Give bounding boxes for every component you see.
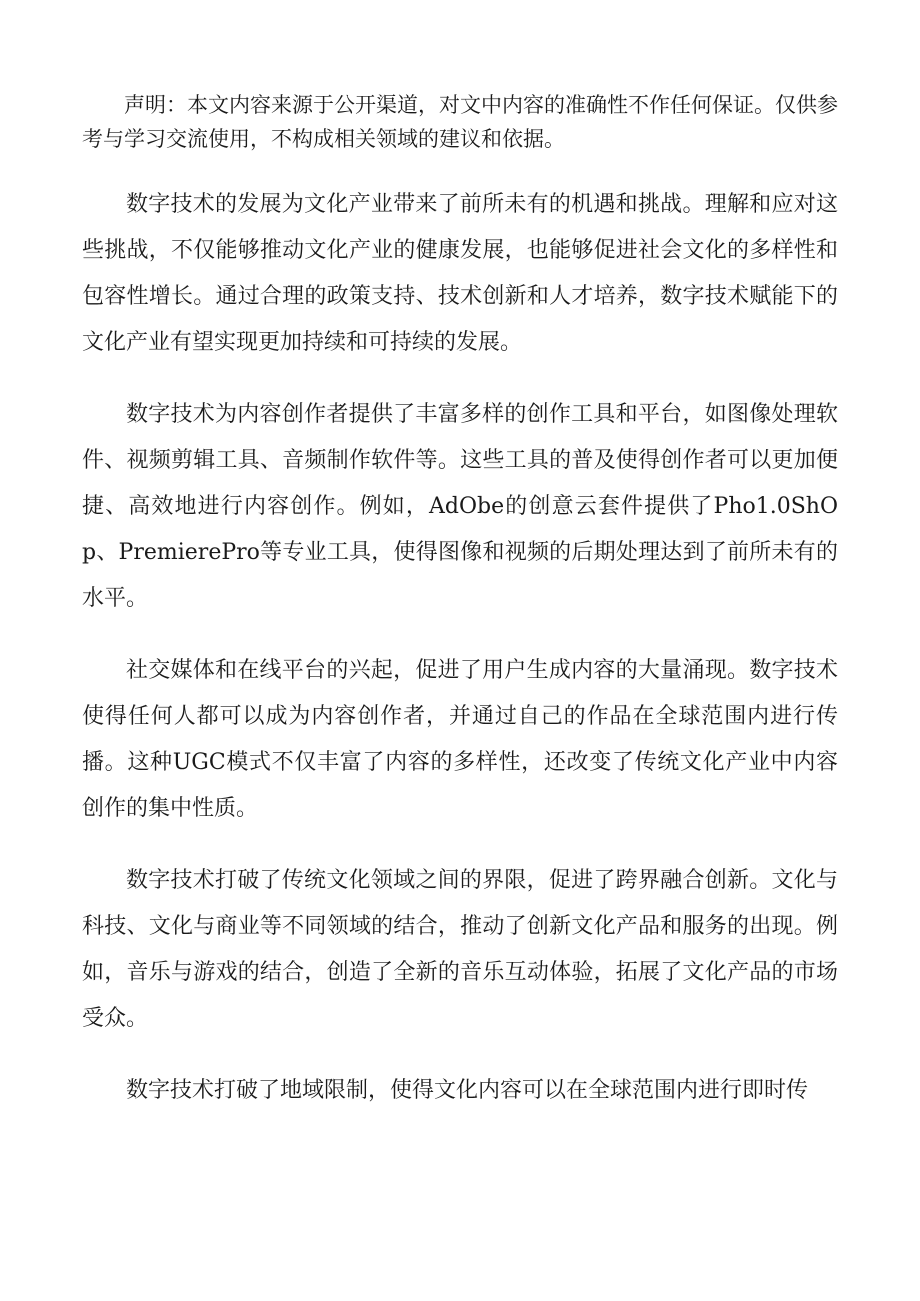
paragraph-5: 数字技术打破了地域限制，使得文化内容可以在全球范围内进行即时传 <box>126 1078 809 1103</box>
paragraph-3: 社交媒体和在线平台的兴起，促进了用户生成内容的大量涌现。数字技术使得任何人都可以成为内容创作者，并通过自己的作品在全球范围内进行传播。这种UGC模式不仅丰富了内容的多样性，还改变了传统文化产业中内容创作的集中性质。 <box>82 658 838 821</box>
paragraph-4: 数字技术打破了传统文化领域之间的界限，促进了跨界融合创新。文化与科技、文化与商业等不同领域的结合，推动了创新文化产品和服务的出现。例如，音乐与游戏的结合，创造了全新的音乐互动体验，拓展了文化产品的市场受众。 <box>82 868 838 1031</box>
paragraph-2: 数字技术为内容创作者提供了丰富多样的创作工具和平台，如图像处理软件、视频剪辑工具、音频制作软件等。这些工具的普及使得创作者可以更加便捷、高效地进行内容创作。例如，AdObe的创意云套件提供了Pho1.0ShOp、PremierePro等专业工具，使得图像和视频的后期处理达到了前所未有的水平。 <box>82 402 838 611</box>
disclaimer-text: 声明：本文内容来源于公开渠道，对文中内容的准确性不作任何保证。仅供参考与学习交流使用，不构成相关领域的建议和依据。 <box>82 93 838 151</box>
document-body <box>82 88 838 1140</box>
paragraph-1: 数字技术的发展为文化产业带来了前所未有的机遇和挑战。理解和应对这些挑战，不仅能够推动文化产业的健康发展，也能够促进社会文化的多样性和包容性增长。通过合理的政策支持、技术创新和人才培养，数字技术赋能下的文化产业有望实现更加持续和可持续的发展。 <box>82 192 838 355</box>
